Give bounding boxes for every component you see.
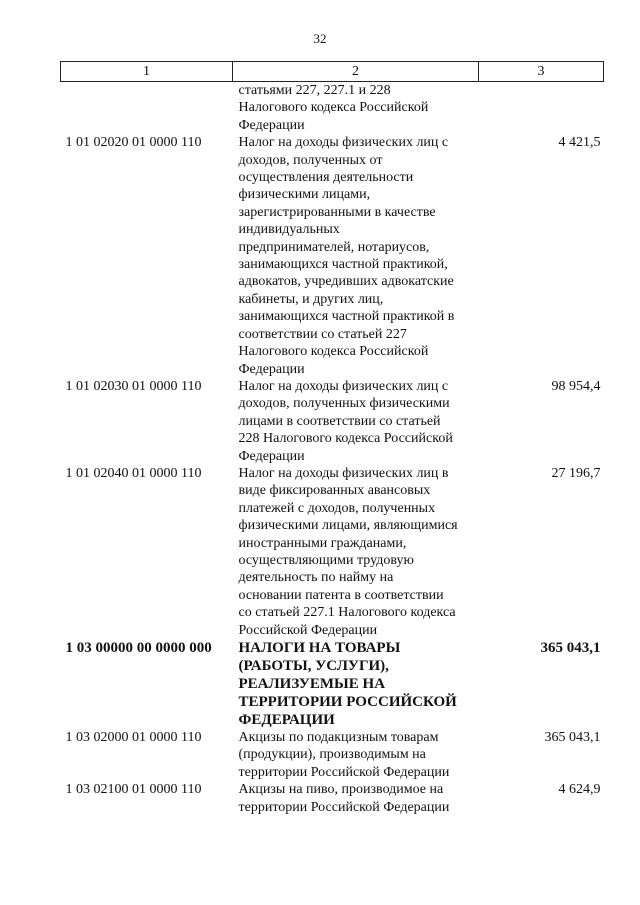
revenue-name-line: ТЕРРИТОРИИ РОССИЙСКОЙ — [238, 694, 457, 710]
revenue-name-line: зарегистрированными в качестве — [238, 204, 436, 220]
revenue-name-line: кабинеты, и других лиц, — [238, 291, 384, 307]
table-row — [61, 639, 604, 729]
table-row — [61, 729, 604, 781]
revenue-name-line: НАЛОГИ НА ТОВАРЫ — [238, 640, 401, 656]
revenue-table — [60, 61, 604, 816]
revenue-name-line: Федерации — [238, 448, 305, 464]
revenue-name-line: осуществления деятельности — [238, 170, 414, 186]
revenue-name-line: физическими лицами, — [238, 187, 371, 203]
revenue-name-line: Налог на доходы физических лиц с — [238, 378, 449, 394]
revenue-name-line: со статьей 227.1 Налогового кодекса — [238, 605, 456, 621]
revenue-name-line: Федерации — [238, 117, 305, 133]
amount-value: 365 043,1 — [540, 640, 601, 656]
revenue-name — [233, 465, 479, 639]
revenue-name-line: индивидуальных — [238, 222, 340, 238]
column-header-amount: 3 — [479, 62, 604, 82]
revenue-name-line: занимающихся частной практикой, — [238, 257, 448, 273]
revenue-name-line: соответствии со статьей 227 — [238, 326, 407, 342]
revenue-name — [233, 729, 479, 781]
revenue-name-line: Акцизы по подакцизным товарам — [238, 730, 439, 745]
table-body — [61, 82, 604, 817]
revenue-name-line: Налогового кодекса Российской — [238, 344, 429, 360]
revenue-name-line: осуществляющими трудовую — [238, 552, 414, 568]
table-row — [61, 134, 604, 378]
revenue-name-line: занимающихся частной практикой в — [238, 309, 455, 325]
revenue-name-line: иностранными гражданами, — [238, 535, 407, 551]
amount-value — [479, 82, 604, 135]
revenue-name-line: 228 Налогового кодекса Российской — [238, 431, 453, 447]
table-row — [61, 465, 604, 639]
revenue-name-line: лицами в соответствии со статьей — [238, 413, 441, 429]
revenue-name-line: физическими лицами, являющимися — [238, 518, 458, 534]
table-row — [61, 781, 604, 816]
revenue-name-line: статьями 227, 227.1 и 228 — [238, 83, 391, 98]
revenue-name-line: Акцизы на пиво, производимое на — [238, 782, 444, 798]
revenue-name — [233, 781, 479, 816]
revenue-name — [233, 82, 479, 135]
revenue-name-line: виде фиксированных авансовых — [238, 483, 431, 499]
classification-code: 1 01 02040 01 0000 110 — [65, 465, 202, 481]
revenue-name-line: Российской Федерации — [238, 622, 378, 638]
table-row — [61, 378, 604, 465]
revenue-name-line: территории Российской Федерации — [238, 799, 450, 815]
revenue-name-line: Налогового кодекса Российской — [238, 100, 429, 116]
classification-code: 1 03 02000 01 0000 110 — [65, 730, 202, 745]
table-row — [61, 82, 604, 135]
revenue-name-line: РЕАЛИЗУЕМЫЕ НА — [238, 676, 386, 692]
column-header-code: 1 — [61, 62, 233, 82]
classification-code: 1 01 02020 01 0000 110 — [65, 135, 202, 151]
revenue-name-line: (РАБОТЫ, УСЛУГИ), — [238, 658, 389, 674]
classification-code — [61, 82, 233, 135]
revenue-name-line: Федерации — [238, 361, 305, 377]
page-number: 32 — [313, 31, 327, 46]
classification-code: 1 03 02100 01 0000 110 — [65, 782, 202, 798]
revenue-name-line: территории Российской Федерации — [238, 764, 450, 780]
revenue-name — [233, 639, 479, 729]
revenue-name-line: предпринимателей, нотариусов, — [238, 239, 430, 255]
amount-value: 365 043,1 — [544, 730, 601, 745]
classification-code: 1 03 00000 00 0000 000 — [65, 640, 212, 656]
revenue-name-line: деятельность по найму на — [238, 570, 394, 586]
revenue-name-line: ФЕДЕРАЦИИ — [238, 712, 335, 728]
amount-value: 27 196,7 — [551, 465, 601, 481]
revenue-name-line: Налог на доходы физических лиц в — [238, 465, 449, 481]
revenue-name-line: доходов, полученных от — [238, 152, 383, 168]
revenue-name-line: Налог на доходы физических лиц с — [238, 135, 449, 151]
classification-code: 1 01 02030 01 0000 110 — [65, 378, 202, 394]
amount-value: 4 421,5 — [558, 135, 601, 151]
revenue-name — [233, 134, 479, 378]
amount-value: 98 954,4 — [551, 378, 601, 394]
revenue-name-line: (продукции), производимым на — [238, 747, 426, 763]
amount-value: 4 624,9 — [558, 782, 601, 798]
table-header-row — [61, 62, 604, 82]
revenue-name-line: доходов, полученных физическими — [238, 396, 450, 412]
revenue-name-line: адвокатов, учредивших адвокатские — [238, 274, 454, 290]
revenue-name-line: основании патента в соответствии — [238, 587, 444, 603]
column-header-name: 2 — [233, 62, 479, 82]
revenue-name — [233, 378, 479, 465]
revenue-name-line: платежей с доходов, полученных — [238, 500, 436, 516]
